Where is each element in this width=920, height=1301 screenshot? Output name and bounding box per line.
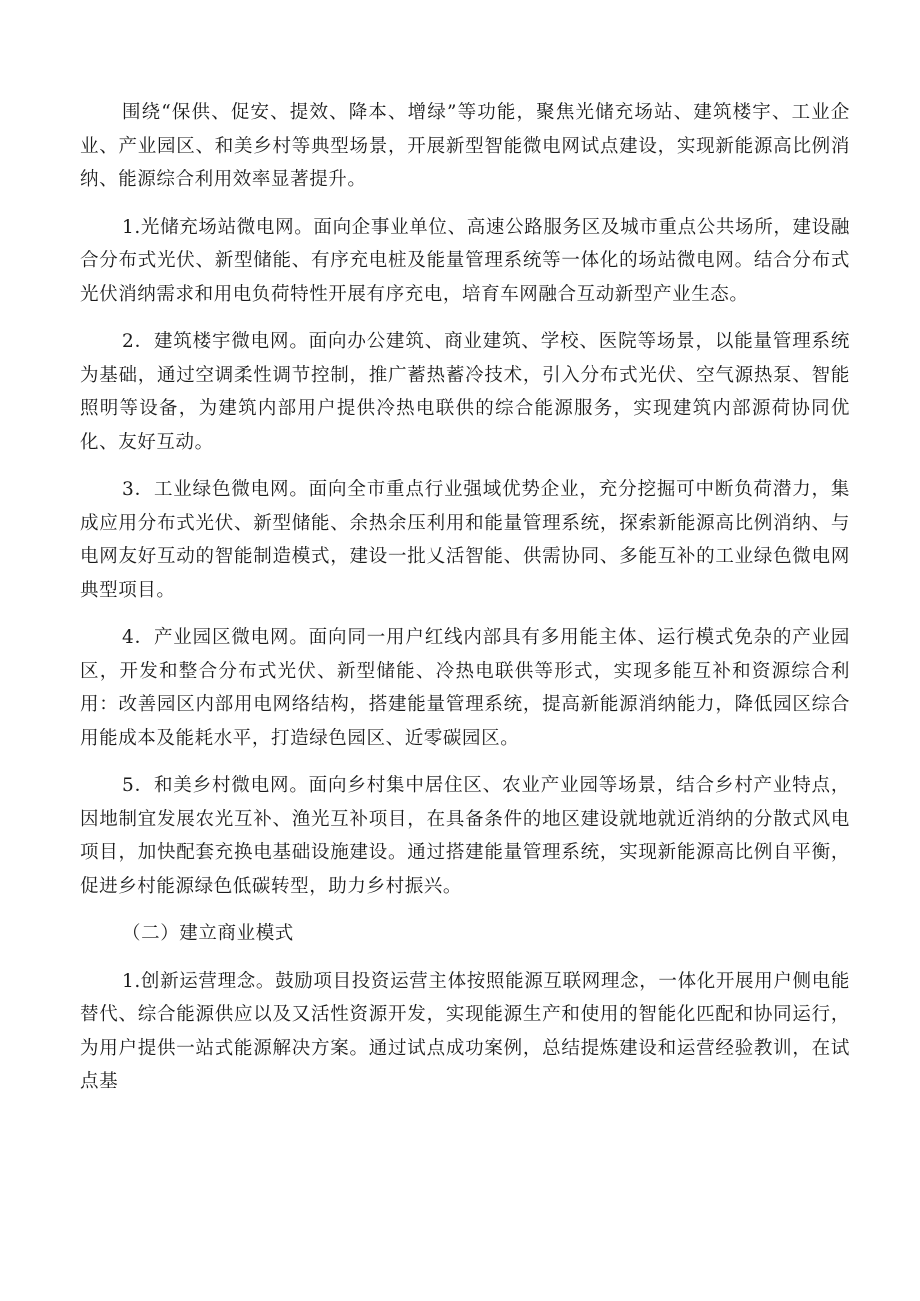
section-heading: （二）建立商业模式 <box>122 923 294 944</box>
item-3-paragraph: 3．工业绿色微电网。面向全市重点行业强域优势企业，充分挖掘可中断负荷潜力，集成应用分布式光伏、新型储能、余热余压利用和能量管理系统，探索新能源高比例消纳、与电网友好互动的智能制造模式，建设一批乂活智能、供需协同、多能互补的工业绿色微电网典型项目。 <box>80 479 850 601</box>
item-5-paragraph: 5．和美乡村微电网。面向乡村集中居住区、农业产业园等场景，结合乡村产业特点，因地制宜发展农光互补、渔光互补项目，在具备条件的地区建设就地就近消纳的分散式风电项目，加快配套充换电基础设施建设。通过搭建能量管理系统，实现新能源高比例自平衡，促进乡村能源绿色低碳转型，助力乡村振兴。 <box>80 775 850 897</box>
item-1-paragraph: 1.光储充场站微电网。面向企事业单位、高速公路服务区及城市重点公共场所，建设融合分布式光伏、新型储能、有序充电桩及能量管理系统等一体化的场站微电网。结合分布式光伏消纳需求和用电负荷特性开展有序充电，培育车网融合互动新型产业生态。 <box>80 216 850 305</box>
item-2-paragraph: 2．建筑楼宇微电网。面向办公建筑、商业建筑、学校、医院等场景，以能量管理系统为基础，通过空调柔性调节控制，推广蓄热蓄冷技术，引入分布式光伏、空气源热泵、智能照明等设备，为建筑内部用户提供冷热电联供的综合能源服务，实现建筑内部源荷协同优化、友好互动。 <box>80 331 850 453</box>
document-page <box>80 96 850 1099</box>
item-4-paragraph: 4．产业园区微电网。面向同一用户红线内部具有多用能主体、运行模式免杂的产业园区，开发和整合分布式光伏、新型储能、冷热电联供等形式，实现多能互补和资源综合利用：改善园区内部用电网络结构，搭建能量管理系统，提高新能源消纳能力，降低园区综合用能成本及能耗水平，打造绿色园区、近零碳园区。 <box>80 627 850 749</box>
section-2-item-1-paragraph: 1.创新运营理念。鼓励项目投资运营主体按照能源互联网理念，一体化开展用户侧电能替代、综合能源供应以及又活性资源开发，实现能源生产和使用的智能化匹配和协同运行，为用户提供一站式能源解决方案。通过试点成功案例，总结提炼建设和运营经验教训，在试点基 <box>80 970 850 1092</box>
intro-paragraph: 围绕“保供、促安、提效、降本、增绿”等功能，聚焦光储充场站、建筑楼宇、工业企业、产业园区、和美乡村等典型场景，开展新型智能微电网试点建设，实现新能源高比例消纳、能源综合利用效率显著提升。 <box>80 102 850 190</box>
